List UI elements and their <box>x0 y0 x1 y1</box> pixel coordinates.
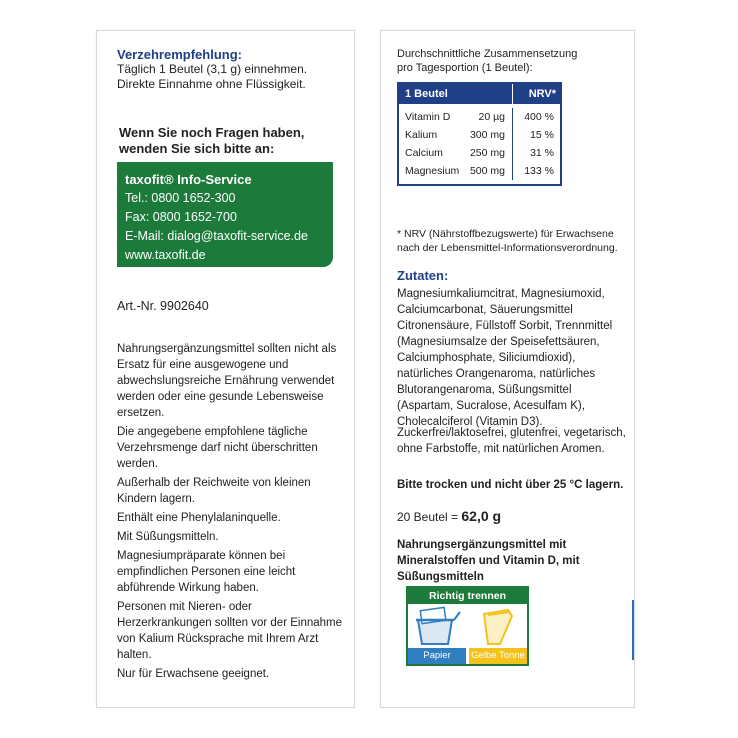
nutrient-name: Kalium <box>405 129 438 141</box>
nutrient-amount: 300 mg <box>469 129 505 141</box>
content-prefix: 20 Beutel = <box>397 510 462 524</box>
product-description: Nahrungsergänzungsmittel mit Mineralstoffen und Vitamin D, mit Süßungsmitteln <box>397 539 580 583</box>
article-number: Art.-Nr. 9902640 <box>117 299 209 313</box>
questions-line-2: wenden Sie sich bitte an: <box>119 141 275 156</box>
nutrient-amount: 500 mg <box>469 165 505 177</box>
nrv-footnote: * NRV (Nährstoffbezugswerte) für Erwachsene nach der Lebensmittel-Informationsverordnung. <box>397 228 618 254</box>
warning-item: Die angegebene empfohlene tägliche Verzehrsmenge darf nicht überschritten werden. <box>117 426 318 470</box>
right-panel <box>380 30 635 708</box>
free-from-text: Zuckerfrei/laktosefrei, glutenfrei, vegetarisch, ohne Farbstoffe, mit natürlichen Aromen. <box>397 427 626 455</box>
warning-item: Nahrungsergänzungsmittel sollten nicht als Ersatz für eine ausgewogene und abwechslungsreiche Ernährung verwendet werden oder eine gesunde Lebensweise ersetzen. <box>117 343 337 419</box>
composition-intro <box>397 47 622 75</box>
warning-item: Magnesiumpräparate können bei empfindlichen Personen eine leicht abführende Wirkung haben. <box>117 550 296 594</box>
questions-line-1: Wenn Sie noch Fragen haben, <box>119 125 305 140</box>
nutrition-header-nrv: NRV* <box>528 88 556 100</box>
table-row <box>399 162 560 180</box>
yellow-bin-label: Gelbe Tonne <box>469 648 527 664</box>
paper-bin-icon <box>416 607 460 644</box>
column-divider <box>512 144 513 162</box>
info-service-box <box>117 162 333 267</box>
recycling-labels <box>408 648 527 664</box>
table-row <box>399 108 560 126</box>
nutrient-name: Calcium <box>405 147 443 159</box>
info-service-email: E-Mail: dialog@taxofit-service.de <box>125 229 308 243</box>
nutrition-table <box>397 82 562 186</box>
ingredients-heading: Zutaten: <box>397 268 449 283</box>
column-divider <box>512 108 513 126</box>
warnings-list <box>117 341 349 685</box>
info-service-fax: Fax: 0800 1652-700 <box>125 210 237 224</box>
header-divider <box>512 84 513 104</box>
warning-item: Außerhalb der Reichweite von kleinen Kindern lagern. <box>117 477 311 505</box>
composition-line-2: pro Tagesportion (1 Beutel): <box>397 62 533 74</box>
info-service-title: taxofit® Info-Service <box>125 172 252 187</box>
nutrient-amount: 250 mg <box>469 147 505 159</box>
nutrition-table-header <box>399 84 560 104</box>
left-panel <box>96 30 355 708</box>
nutrient-nrv: 15 % <box>530 129 554 141</box>
next-panel-edge <box>632 600 634 660</box>
warning-item: Mit Süßungsmitteln. <box>117 531 219 543</box>
warning-item: Enthält eine Phenylalaninquelle. <box>117 512 281 524</box>
nutrient-nrv: 31 % <box>530 147 554 159</box>
usage-line-2: Direkte Einnahme ohne Flüssigkeit. <box>117 77 306 91</box>
nutrient-name: Vitamin D <box>405 111 451 123</box>
column-divider <box>512 126 513 144</box>
storage-note: Bitte trocken und nicht über 25 °C lagern. <box>397 479 624 491</box>
content-amount <box>397 508 501 524</box>
content-weight: 62,0 g <box>461 508 502 524</box>
usage-recommendation <box>117 47 307 92</box>
usage-heading: Verzehrempfehlung: <box>117 47 242 62</box>
yellow-bin-bag-icon <box>484 610 512 644</box>
recycling-badge <box>406 586 529 666</box>
table-row <box>399 126 560 144</box>
recycling-title: Richtig trennen <box>408 588 527 604</box>
usage-line-1: Täglich 1 Beutel (3,1 g) einnehmen. <box>117 62 308 76</box>
nutrient-nrv: 133 % <box>524 165 554 177</box>
nutrient-name: Magnesium <box>405 165 460 177</box>
info-service-web: www.taxofit.de <box>125 248 206 262</box>
warning-item: Nur für Erwachsene geeignet. <box>117 668 270 680</box>
nutrition-table-body <box>399 104 560 184</box>
nutrient-amount: 20 µg <box>478 111 505 123</box>
table-row <box>399 144 560 162</box>
recycling-icons <box>408 606 527 646</box>
composition-line-1: Durchschnittliche Zusammensetzung <box>397 48 578 60</box>
info-service-tel: Tel.: 0800 1652-300 <box>125 191 236 205</box>
recycling-icons-svg <box>408 606 527 646</box>
nutrient-nrv: 400 % <box>524 111 554 123</box>
questions-note <box>119 125 304 157</box>
warning-item: Personen mit Nieren- oder Herzerkrankungen sollten vor der Einnahme von Kalium Rücksprache mit Ihrem Arzt halten. <box>117 601 343 661</box>
paper-label: Papier <box>408 648 466 664</box>
ingredients-text: Magnesiumkaliumcitrat, Magnesiumoxid, Calciumcarbonat, Säuerungsmittel Citronensäure, Füllstoff Sorbit, Trennmittel (Magnesiumsalze der Speisefettsäuren, Calciumphosphate, Siliciumdioxid), natürliches Orangenaroma, natürliches Blutorangenaroma, Süßungsmittel (Aspartam, Sucralose, Acesulfam K), Cholecalciferol (Vitamin D3). <box>397 288 613 428</box>
nutrition-header-portion: 1 Beutel <box>405 88 448 100</box>
column-divider <box>512 162 513 180</box>
